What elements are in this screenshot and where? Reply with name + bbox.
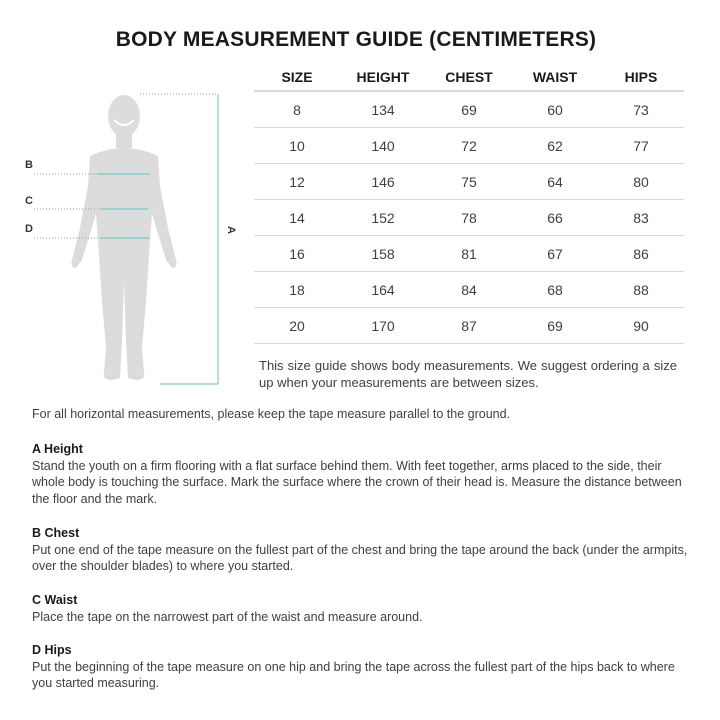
cell-height: 134 <box>340 91 426 128</box>
cell-chest: 87 <box>426 308 512 344</box>
label-a: A <box>225 226 237 234</box>
cell-chest: 84 <box>426 272 512 308</box>
cell-size: 20 <box>254 308 340 344</box>
header-chest: CHEST <box>426 64 512 91</box>
cell-waist: 60 <box>512 91 598 128</box>
cell-chest: 81 <box>426 236 512 272</box>
table-row <box>254 128 684 164</box>
label-b: B <box>25 159 33 171</box>
cell-hips: 83 <box>598 200 684 236</box>
cell-size: 10 <box>254 128 340 164</box>
section-heading: A Height <box>32 442 83 456</box>
cell-height: 152 <box>340 200 426 236</box>
body-figure <box>20 90 250 390</box>
cell-chest: 69 <box>426 91 512 128</box>
section-heading: C Waist <box>32 593 78 607</box>
cell-chest: 78 <box>426 200 512 236</box>
cell-hips: 80 <box>598 164 684 200</box>
cell-waist: 66 <box>512 200 598 236</box>
body-silhouette-diagram <box>20 90 250 390</box>
cell-size: 8 <box>254 91 340 128</box>
table-row <box>254 164 684 200</box>
header-height: HEIGHT <box>340 64 426 91</box>
cell-height: 146 <box>340 164 426 200</box>
header-hips: HIPS <box>598 64 684 91</box>
cell-height: 140 <box>340 128 426 164</box>
table-row <box>254 236 684 272</box>
table-row <box>254 308 684 344</box>
cell-height: 158 <box>340 236 426 272</box>
section-height <box>32 441 692 507</box>
section-body: Put one end of the tape measure on the fullest part of the chest and bring the tape around the back (under the armpits, over the shoulder blades) to where you started. <box>32 542 688 573</box>
section-body: Stand the youth on a firm flooring with a flat surface behind them. With feet together, arms placed to the side, their whole body is touching the surface. Mark the surface where the crown of their head is. Measure the distance between the floor and the mark. <box>32 458 682 506</box>
table-row <box>254 200 684 236</box>
cell-hips: 77 <box>598 128 684 164</box>
section-body: Place the tape on the narrowest part of the waist and measure around. <box>32 609 423 624</box>
cell-height: 170 <box>340 308 426 344</box>
label-c: C <box>25 195 33 207</box>
cell-hips: 73 <box>598 91 684 128</box>
size-guide-note: This size guide shows body measurements. We suggest ordering a size up when your measurements are between sizes. <box>259 358 677 390</box>
section-heading: D Hips <box>32 643 72 657</box>
size-table <box>254 64 684 344</box>
table-row <box>254 272 684 308</box>
cell-waist: 67 <box>512 236 598 272</box>
table-header-row <box>254 64 684 91</box>
table-row <box>254 91 684 128</box>
cell-height: 164 <box>340 272 426 308</box>
header-size: SIZE <box>254 64 340 91</box>
cell-size: 14 <box>254 200 340 236</box>
cell-size: 12 <box>254 164 340 200</box>
section-hips <box>32 642 692 692</box>
cell-size: 18 <box>254 272 340 308</box>
cell-chest: 72 <box>426 128 512 164</box>
cell-waist: 69 <box>512 308 598 344</box>
cell-hips: 90 <box>598 308 684 344</box>
cell-waist: 62 <box>512 128 598 164</box>
cell-hips: 88 <box>598 272 684 308</box>
cell-size: 16 <box>254 236 340 272</box>
cell-hips: 86 <box>598 236 684 272</box>
section-waist <box>32 592 692 625</box>
section-body: Put the beginning of the tape measure on one hip and bring the tape across the fullest part of the hips back to where you started measuring. <box>32 659 675 690</box>
intro-text: For all horizontal measurements, please keep the tape measure parallel to the ground. <box>32 407 511 421</box>
header-waist: WAIST <box>512 64 598 91</box>
page-title: BODY MEASUREMENT GUIDE (CENTIMETERS) <box>115 28 597 51</box>
section-chest <box>32 525 692 575</box>
cell-waist: 68 <box>512 272 598 308</box>
label-d: D <box>25 223 33 235</box>
section-heading: B Chest <box>32 526 80 540</box>
cell-waist: 64 <box>512 164 598 200</box>
cell-chest: 75 <box>426 164 512 200</box>
